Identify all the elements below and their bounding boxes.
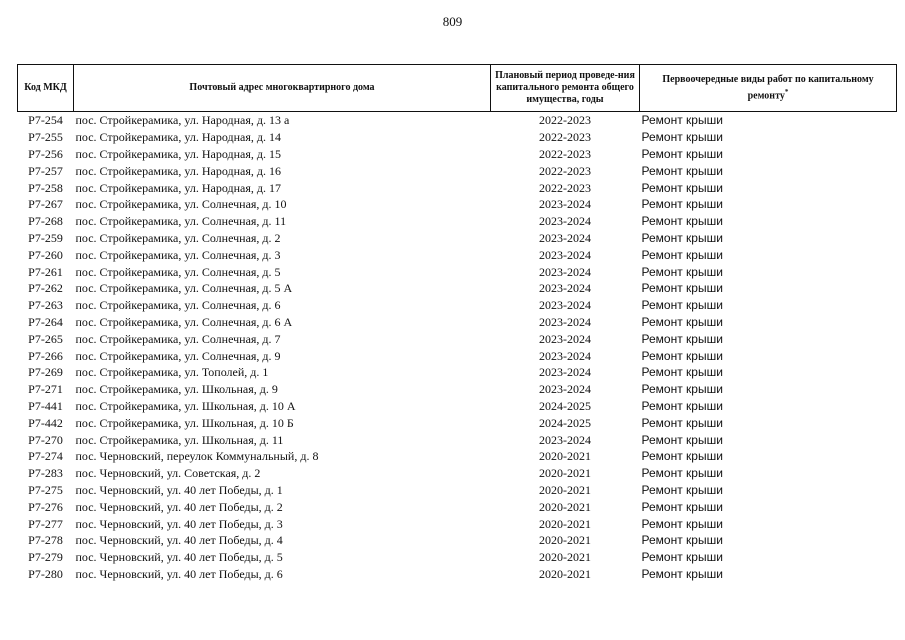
- table-row: [18, 566, 897, 583]
- work-cell: Ремонт крыши: [641, 281, 723, 296]
- address-cell: пос. Стройкерамика, ул. Солнечная, д. 3: [75, 247, 281, 262]
- work-cell: Ремонт крыши: [641, 197, 723, 212]
- table-row: [18, 330, 897, 347]
- code-cell: Р7-277: [28, 516, 63, 531]
- work-cell: Ремонт крыши: [641, 516, 723, 531]
- address-cell: пос. Черновский, ул. Советская, д. 2: [75, 466, 261, 481]
- work-cell: Ремонт крыши: [641, 331, 723, 346]
- code-cell: Р7-283: [28, 466, 63, 481]
- period-cell: 2023-2024: [539, 298, 591, 313]
- table-row: [18, 246, 897, 263]
- work-cell: Ремонт крыши: [641, 113, 723, 128]
- header-work: [640, 65, 897, 112]
- period-cell: 2023-2024: [539, 365, 591, 380]
- address-cell: пос. Стройкерамика, ул. Солнечная, д. 6 А: [75, 314, 293, 329]
- work-cell: Ремонт крыши: [641, 466, 723, 481]
- period-cell: 2020-2021: [539, 482, 591, 497]
- period-cell: 2024-2025: [539, 415, 591, 430]
- address-cell: пос. Черновский, ул. 40 лет Победы, д. 1: [75, 482, 283, 497]
- period-cell: 2020-2021: [539, 566, 591, 581]
- work-cell: Ремонт крыши: [641, 432, 723, 447]
- address-cell: пос. Стройкерамика, ул. Солнечная, д. 11: [75, 214, 287, 229]
- period-cell: 2023-2024: [539, 197, 591, 212]
- code-cell: Р7-276: [28, 499, 63, 514]
- address-cell: пос. Стройкерамика, ул. Школьная, д. 9: [75, 382, 278, 397]
- period-cell: 2023-2024: [539, 331, 591, 346]
- period-cell: 2020-2021: [539, 516, 591, 531]
- work-cell: Ремонт крыши: [641, 348, 723, 363]
- address-cell: пос. Стройкерамика, ул. Солнечная, д. 5 А: [75, 281, 293, 296]
- table-row: [18, 213, 897, 230]
- period-cell: 2020-2021: [539, 449, 591, 464]
- work-cell: Ремонт крыши: [641, 550, 723, 565]
- code-cell: Р7-280: [28, 566, 63, 581]
- code-cell: Р7-254: [28, 113, 63, 128]
- code-cell: Р7-442: [28, 415, 63, 430]
- code-cell: Р7-270: [28, 432, 63, 447]
- code-cell: Р7-262: [28, 281, 63, 296]
- code-cell: Р7-264: [28, 314, 63, 329]
- work-cell: Ремонт крыши: [641, 214, 723, 229]
- period-cell: 2020-2021: [539, 499, 591, 514]
- period-cell: 2020-2021: [539, 550, 591, 565]
- table-row: [18, 347, 897, 364]
- table-row: [18, 263, 897, 280]
- work-cell: Ремонт крыши: [641, 163, 723, 178]
- table-row: [18, 230, 897, 247]
- table-row: [18, 112, 897, 129]
- table-row: [18, 314, 897, 331]
- table-row: [18, 448, 897, 465]
- address-cell: пос. Стройкерамика, ул. Солнечная, д. 9: [75, 348, 281, 363]
- work-cell: Ремонт крыши: [641, 180, 723, 195]
- footnote-mark: *: [784, 87, 789, 96]
- work-cell: Ремонт крыши: [641, 314, 723, 329]
- period-cell: 2023-2024: [539, 230, 591, 245]
- address-cell: пос. Стройкерамика, ул. Солнечная, д. 7: [75, 331, 281, 346]
- work-cell: Ремонт крыши: [641, 382, 723, 397]
- period-cell: 2020-2021: [539, 533, 591, 548]
- period-cell: 2024-2025: [539, 398, 591, 413]
- address-cell: пос. Стройкерамика, ул. Школьная, д. 11: [75, 432, 284, 447]
- period-cell: 2022-2023: [539, 146, 591, 161]
- code-cell: Р7-259: [28, 230, 63, 245]
- address-cell: пос. Черновский, ул. 40 лет Победы, д. 4: [75, 533, 283, 548]
- address-cell: пос. Стройкерамика, ул. Народная, д. 14: [75, 130, 281, 145]
- code-cell: Р7-257: [28, 163, 63, 178]
- period-cell: 2023-2024: [539, 281, 591, 296]
- work-cell: Ремонт крыши: [641, 264, 723, 279]
- code-cell: Р7-278: [28, 533, 63, 548]
- address-cell: пос. Черновский, ул. 40 лет Победы, д. 3: [75, 516, 283, 531]
- work-cell: Ремонт крыши: [641, 298, 723, 313]
- table-row: [18, 532, 897, 549]
- address-cell: пос. Черновский, ул. 40 лет Победы, д. 6: [75, 566, 283, 581]
- period-cell: 2023-2024: [539, 264, 591, 279]
- table-row: [18, 414, 897, 431]
- address-cell: пос. Черновский, ул. 40 лет Победы, д. 2: [75, 499, 283, 514]
- table-row: [18, 465, 897, 482]
- table-row: [18, 364, 897, 381]
- table-row: [18, 162, 897, 179]
- table-row: [18, 297, 897, 314]
- period-cell: 2023-2024: [539, 247, 591, 262]
- address-cell: пос. Стройкерамика, ул. Народная, д. 16: [75, 163, 281, 178]
- code-cell: Р7-255: [28, 130, 63, 145]
- code-cell: Р7-263: [28, 298, 63, 313]
- address-cell: пос. Стройкерамика, ул. Солнечная, д. 10: [75, 197, 287, 212]
- work-cell: Ремонт крыши: [641, 146, 723, 161]
- capital-repair-table: [17, 64, 897, 582]
- code-cell: Р7-258: [28, 180, 63, 195]
- work-cell: Ремонт крыши: [641, 449, 723, 464]
- period-cell: 2022-2023: [539, 130, 591, 145]
- work-cell: Ремонт крыши: [641, 415, 723, 430]
- address-cell: пос. Стройкерамика, ул. Солнечная, д. 5: [75, 264, 281, 279]
- table-row: [18, 398, 897, 415]
- period-cell: 2022-2023: [539, 180, 591, 195]
- header-period: Плановый период проведе-ния капитального ремонта общего имущества, годы: [491, 65, 640, 112]
- code-cell: Р7-279: [28, 550, 63, 565]
- code-cell: Р7-267: [28, 197, 63, 212]
- table-row: [18, 549, 897, 566]
- address-cell: пос. Стройкерамика, ул. Народная, д. 13 а: [75, 113, 290, 128]
- code-cell: Р7-261: [28, 264, 63, 279]
- work-cell: Ремонт крыши: [641, 566, 723, 581]
- period-cell: 2023-2024: [539, 348, 591, 363]
- address-cell: пос. Стройкерамика, ул. Солнечная, д. 6: [75, 298, 281, 313]
- code-cell: Р7-269: [28, 365, 63, 380]
- address-cell: пос. Стройкерамика, ул. Школьная, д. 10 Б: [75, 415, 294, 430]
- period-cell: 2023-2024: [539, 432, 591, 447]
- period-cell: 2022-2023: [539, 113, 591, 128]
- work-cell: Ремонт крыши: [641, 130, 723, 145]
- address-cell: пос. Стройкерамика, ул. Солнечная, д. 2: [75, 230, 281, 245]
- code-cell: Р7-274: [28, 449, 63, 464]
- period-cell: 2023-2024: [539, 314, 591, 329]
- code-cell: Р7-271: [28, 382, 63, 397]
- table-row: [18, 482, 897, 499]
- period-cell: 2022-2023: [539, 163, 591, 178]
- work-cell: Ремонт крыши: [641, 398, 723, 413]
- address-cell: пос. Стройкерамика, ул. Школьная, д. 10 А: [75, 398, 296, 413]
- address-cell: пос. Стройкерамика, ул. Тополей, д. 1: [75, 365, 269, 380]
- address-cell: пос. Стройкерамика, ул. Народная, д. 15: [75, 146, 281, 161]
- address-cell: пос. Стройкерамика, ул. Народная, д. 17: [75, 180, 281, 195]
- table-row: [18, 196, 897, 213]
- code-cell: Р7-268: [28, 214, 63, 229]
- work-cell: Ремонт крыши: [641, 482, 723, 497]
- table-body: [18, 112, 897, 583]
- table-row: [18, 146, 897, 163]
- code-cell: Р7-266: [28, 348, 63, 363]
- table-row: [18, 280, 897, 297]
- header-work-label: Первоочередные виды работ по капитальному ремонту: [662, 73, 874, 102]
- table-row: [18, 498, 897, 515]
- code-cell: Р7-260: [28, 247, 63, 262]
- work-cell: Ремонт крыши: [641, 247, 723, 262]
- period-cell: 2020-2021: [539, 466, 591, 481]
- code-cell: Р7-256: [28, 146, 63, 161]
- code-cell: Р7-275: [28, 482, 63, 497]
- address-cell: пос. Черновский, ул. 40 лет Победы, д. 5: [75, 550, 283, 565]
- work-cell: Ремонт крыши: [641, 365, 723, 380]
- period-cell: 2023-2024: [539, 214, 591, 229]
- table-row: [18, 129, 897, 146]
- period-cell: 2023-2024: [539, 382, 591, 397]
- table-row: [18, 179, 897, 196]
- work-cell: Ремонт крыши: [641, 499, 723, 514]
- code-cell: Р7-265: [28, 331, 63, 346]
- header-address: Почтовый адрес многоквартирного дома: [74, 65, 491, 112]
- code-cell: Р7-441: [28, 398, 63, 413]
- header-row: [18, 65, 897, 112]
- table-row: [18, 431, 897, 448]
- address-cell: пос. Черновский, переулок Коммунальный, д. 8: [75, 449, 319, 464]
- table-row: [18, 381, 897, 398]
- page-number: 809: [442, 14, 463, 29]
- work-cell: Ремонт крыши: [641, 230, 723, 245]
- work-cell: Ремонт крыши: [641, 533, 723, 548]
- header-code: Код МКД: [18, 65, 74, 112]
- table-row: [18, 515, 897, 532]
